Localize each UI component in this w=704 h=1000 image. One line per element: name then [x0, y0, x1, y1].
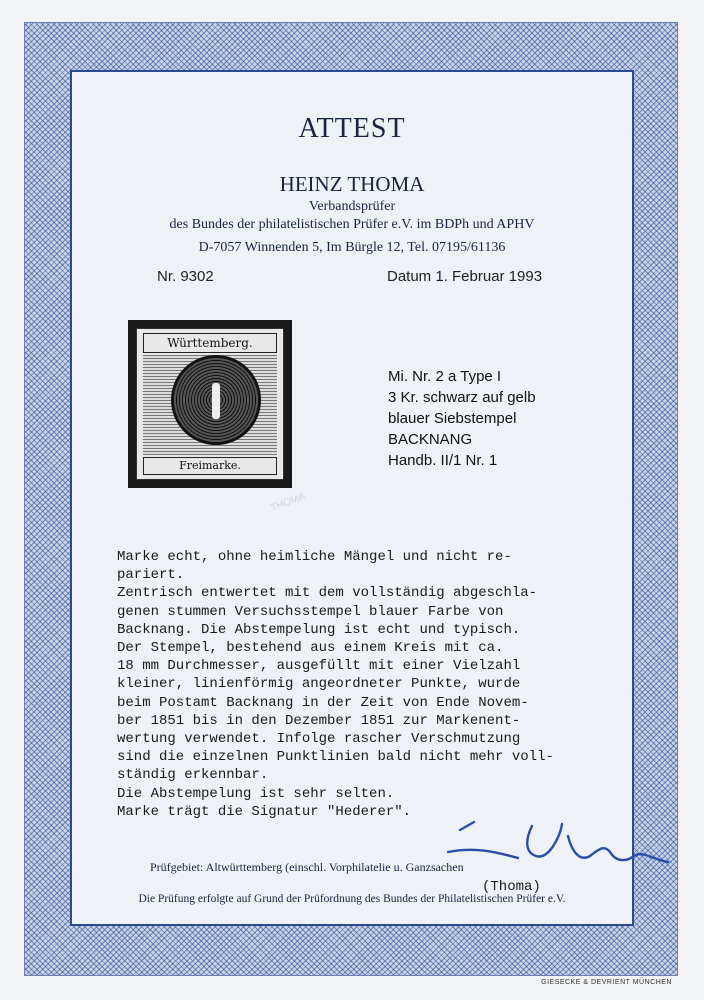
body-line: Der Stempel, bestehend aus einem Kreis mit ca. — [117, 640, 504, 657]
pruefgebiet-line: Prüfgebiet: Altwürttemberg (einschl. Vorphilatelie u. Ganzsachen — [150, 860, 464, 874]
body-line: beim Postamt Backnang in der Zeit von Ende Novem- — [117, 694, 529, 711]
certificate-date: Datum 1. Februar 1993 — [387, 268, 543, 285]
stamp-image — [128, 320, 292, 488]
body-line: Marke trägt die Signatur "Hederer". — [117, 803, 412, 820]
stamp-bottom-label: Freimarke. — [143, 457, 277, 475]
body-line: Marke echt, ohne heimliche Mängel und nicht re- — [117, 549, 512, 565]
examiner-role: Verbandsprüfer — [308, 199, 396, 214]
body-line: wertung verwendet. Infolge rascher Verschmutzung — [117, 731, 521, 748]
cancellation-circle — [171, 355, 261, 445]
certificate-body — [117, 548, 637, 821]
printer-mark: GIESECKE & DEVRIENT MÜNCHEN — [541, 979, 672, 986]
association-line: des Bundes der philatelistischen Prüfer e.V. im BDPh und APHV — [169, 217, 535, 232]
examiner-name: HEINZ THOMA — [279, 172, 425, 196]
desc-line: BACKNANG — [388, 431, 473, 448]
desc-line: Mi. Nr. 2 a Type I — [388, 368, 502, 385]
body-line: genen stummen Versuchsstempel blauer Farbe von — [117, 603, 504, 620]
body-line: Die Abstempelung ist sehr selten. — [117, 785, 395, 802]
statement-line: Die Prüfung erfolgte auf Grund der Prüfordnung des Bundes der Philatelistischen Prüfer e.V. — [138, 893, 566, 905]
desc-line: Handb. II/1 Nr. 1 — [388, 452, 498, 469]
address-line: D-7057 Winnenden 5, Im Bürgle 12, Tel. 07195/61136 — [198, 240, 506, 255]
signer-name: (Thoma) — [482, 879, 541, 895]
body-line: pariert. — [117, 567, 185, 584]
body-line: sind die einzelnen Punktlinien bald nicht mehr voll- — [117, 749, 554, 766]
examiner-watermark: THOMA — [269, 491, 307, 514]
stamp-top-label: Württemberg. — [143, 333, 277, 353]
desc-line: blauer Siebstempel — [388, 410, 517, 427]
body-line: ber 1851 bis in den Dezember 1851 zur Markenent- — [117, 712, 521, 729]
handwritten-signature — [440, 818, 675, 888]
stamp-numeral — [212, 383, 220, 419]
body-line: Zentrisch entwertet mit dem vollständig abgeschla- — [117, 585, 538, 602]
body-line: Backnang. Die Abstempelung ist echt und typisch. — [117, 621, 521, 638]
body-line: ständig erkennbar. — [117, 767, 269, 784]
body-line: 18 mm Durchmesser, ausgefüllt mit einer Vielzahl — [117, 658, 521, 675]
certificate-title: ATTEST — [298, 113, 406, 144]
stamp-face — [136, 328, 284, 480]
desc-line: 3 Kr. schwarz auf gelb — [388, 389, 536, 406]
body-line: kleiner, linienförmig angeordneter Punkte, wurde — [117, 676, 521, 693]
certificate-number: Nr. 9302 — [157, 268, 214, 285]
